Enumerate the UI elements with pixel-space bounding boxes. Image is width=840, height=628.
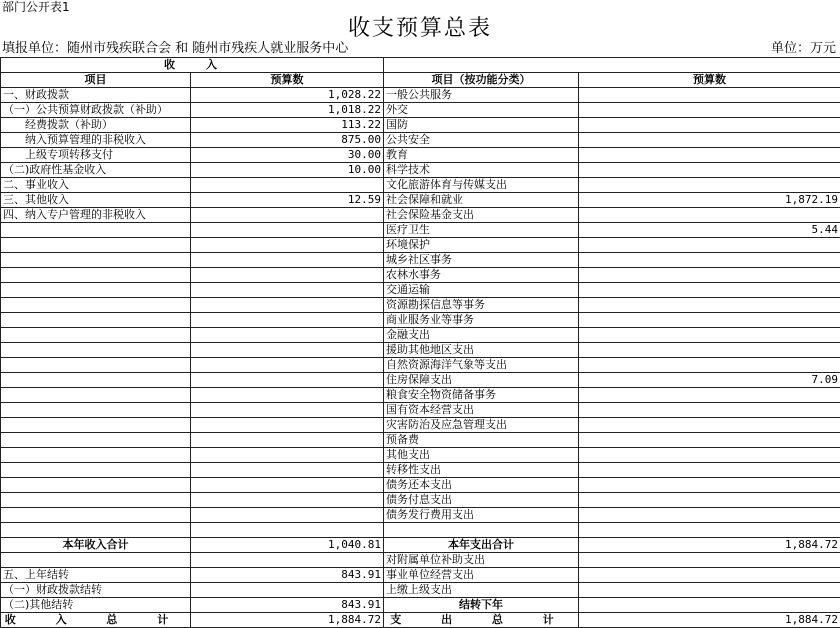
- income-value: [191, 388, 384, 403]
- expense-value: [579, 478, 840, 493]
- income-value: [191, 223, 384, 238]
- expense-value: [579, 208, 840, 223]
- income-item: 经费拨款（补助）: [1, 118, 191, 133]
- expense-value: [579, 238, 840, 253]
- income-value: [191, 478, 384, 493]
- expense-item: 国有资本经营支出: [384, 403, 579, 418]
- table-row: [1, 253, 840, 268]
- business-label: 事业单位经营支出: [384, 568, 579, 583]
- budget-table: [0, 57, 840, 628]
- expense-value: 5.44: [579, 223, 840, 238]
- income-item: [1, 358, 191, 373]
- col-budget2: 预算数: [579, 73, 840, 88]
- grand-expense-value: 1,884.72: [579, 613, 840, 628]
- income-value: [191, 508, 384, 523]
- income-item: [1, 313, 191, 328]
- income-item: 上级专项转移支付: [1, 148, 191, 163]
- table-row: [1, 553, 840, 568]
- income-item: [1, 478, 191, 493]
- carry-value: 843.91: [191, 568, 384, 583]
- carry-fiscal-label: （一）财政拨款结转: [1, 583, 191, 598]
- expense-value: 7.09: [579, 373, 840, 388]
- income-value: 30.00: [191, 148, 384, 163]
- income-item: [1, 268, 191, 283]
- table-row: [1, 358, 840, 373]
- income-value: [191, 208, 384, 223]
- table-row: [1, 118, 840, 133]
- currency-unit: 单位：万元: [771, 40, 836, 57]
- expense-value: [579, 283, 840, 298]
- expense-value: [579, 448, 840, 463]
- expense-value: [579, 508, 840, 523]
- expense-value: [579, 178, 840, 193]
- expense-item: 交通运输: [384, 283, 579, 298]
- expense-value: [579, 433, 840, 448]
- expense-item: [384, 523, 579, 538]
- income-value: [191, 268, 384, 283]
- income-value: [191, 433, 384, 448]
- table-row: [1, 298, 840, 313]
- total-expense-label: 本年支出合计: [384, 538, 579, 553]
- income-item: [1, 343, 191, 358]
- carry-next-label: 结转下年: [384, 598, 579, 613]
- income-item: [1, 373, 191, 388]
- table-row: [1, 388, 840, 403]
- income-item: [1, 403, 191, 418]
- expense-item: 社会保险基金支出: [384, 208, 579, 223]
- income-value: 12.59: [191, 193, 384, 208]
- expense-item: 商业服务业等事务: [384, 313, 579, 328]
- expense-item: 城乡社区事务: [384, 253, 579, 268]
- income-value: [191, 418, 384, 433]
- income-value: [191, 358, 384, 373]
- expense-value: [579, 253, 840, 268]
- expense-value: [579, 313, 840, 328]
- expense-item: 援助其他地区支出: [384, 343, 579, 358]
- expense-value: [579, 118, 840, 133]
- expense-value: [579, 133, 840, 148]
- page-title: 收支预算总表: [0, 14, 840, 44]
- table-row: [1, 508, 840, 523]
- income-item: [1, 433, 191, 448]
- income-value: 113.22: [191, 118, 384, 133]
- table-row: [1, 283, 840, 298]
- income-value: 875.00: [191, 133, 384, 148]
- table-row: [1, 418, 840, 433]
- income-header: 收 入: [1, 58, 384, 73]
- table-row: [1, 523, 840, 538]
- expense-item: 教育: [384, 148, 579, 163]
- income-value: [191, 448, 384, 463]
- income-value: [191, 463, 384, 478]
- table-row: [1, 133, 840, 148]
- expense-value: [579, 418, 840, 433]
- table-row: [1, 583, 840, 598]
- income-item: [1, 448, 191, 463]
- expense-header: [384, 58, 840, 73]
- table-row: [1, 343, 840, 358]
- income-item: 一、财政拨款: [1, 88, 191, 103]
- expense-value: [579, 328, 840, 343]
- expense-item: 转移性支出: [384, 463, 579, 478]
- income-item: [1, 283, 191, 298]
- income-item: [1, 508, 191, 523]
- expense-item: 外交: [384, 103, 579, 118]
- table-row: [1, 568, 840, 583]
- expense-value: [579, 523, 840, 538]
- grand-expense-label: 支 出 总 计: [384, 613, 579, 628]
- expense-item: 住房保障支出: [384, 373, 579, 388]
- expense-item: 国防: [384, 118, 579, 133]
- expense-value: [579, 88, 840, 103]
- income-item: [1, 493, 191, 508]
- expense-value: 1,872.19: [579, 193, 840, 208]
- expense-item: 债务发行费用支出: [384, 508, 579, 523]
- expense-value: [579, 403, 840, 418]
- expense-item: 公共安全: [384, 133, 579, 148]
- income-item: 三、其他收入: [1, 193, 191, 208]
- expense-item: 预备费: [384, 433, 579, 448]
- expense-value: [579, 358, 840, 373]
- expense-item: 科学技术: [384, 163, 579, 178]
- income-item: （一）公共预算财政拨款（补助）: [1, 103, 191, 118]
- table-row: [1, 463, 840, 478]
- expense-value: [579, 343, 840, 358]
- income-item: [1, 463, 191, 478]
- table-row: [1, 328, 840, 343]
- expense-item: 自然资源海洋气象等支出: [384, 358, 579, 373]
- expense-item: 资源勘探信息等事务: [384, 298, 579, 313]
- income-item: [1, 238, 191, 253]
- carry-other-label: （二)其他结转: [1, 598, 191, 613]
- expense-item: 环境保护: [384, 238, 579, 253]
- income-item: 四、纳入专户管理的非税收入: [1, 208, 191, 223]
- expense-value: [579, 103, 840, 118]
- expense-item: 灾害防治及应急管理支出: [384, 418, 579, 433]
- upper-label: 上缴上级支出: [384, 583, 579, 598]
- income-item: 纳入预算管理的非税收入: [1, 133, 191, 148]
- total-row: [1, 538, 840, 553]
- expense-item: 债务付息支出: [384, 493, 579, 508]
- expense-value: [579, 268, 840, 283]
- grand-income-value: 1,884.72: [191, 613, 384, 628]
- income-value: 10.00: [191, 163, 384, 178]
- expense-value: [579, 163, 840, 178]
- col-item: 项目: [1, 73, 191, 88]
- table-row: [1, 238, 840, 253]
- table-row: [1, 433, 840, 448]
- income-value: [191, 328, 384, 343]
- table-row: [1, 268, 840, 283]
- col-item-func: 项目（按功能分类）: [384, 73, 579, 88]
- table-row: [1, 208, 840, 223]
- income-value: [191, 298, 384, 313]
- income-value: 1,028.22: [191, 88, 384, 103]
- carry-other-value: 843.91: [191, 598, 384, 613]
- expense-item: 债务还本支出: [384, 478, 579, 493]
- income-value: [191, 313, 384, 328]
- table-row: [1, 373, 840, 388]
- expense-value: [579, 298, 840, 313]
- income-value: [191, 373, 384, 388]
- income-item: [1, 328, 191, 343]
- column-header-row: [1, 73, 840, 88]
- grand-income-label: 收 入 总 计: [1, 613, 191, 628]
- income-value: [191, 253, 384, 268]
- income-value: [191, 403, 384, 418]
- income-item: [1, 223, 191, 238]
- income-value: [191, 178, 384, 193]
- table-row: [1, 448, 840, 463]
- filler-unit: 填报单位：随州市残疾联合会 和 随州市残疾人就业服务中心: [2, 40, 348, 57]
- table-row: [1, 193, 840, 208]
- income-item: （二)政府性基金收入: [1, 163, 191, 178]
- income-item: [1, 418, 191, 433]
- table-row: [1, 598, 840, 613]
- section-header-row: [1, 58, 840, 73]
- expense-value: [579, 493, 840, 508]
- expense-item: 农林水事务: [384, 268, 579, 283]
- table-row: [1, 403, 840, 418]
- income-value: 1,018.22: [191, 103, 384, 118]
- expense-item: 其他支出: [384, 448, 579, 463]
- expense-value: [579, 388, 840, 403]
- col-budget: 预算数: [191, 73, 384, 88]
- table-row: [1, 478, 840, 493]
- expense-item: 金融支出: [384, 328, 579, 343]
- income-item: 二、事业收入: [1, 178, 191, 193]
- income-value: [191, 343, 384, 358]
- table-row: [1, 103, 840, 118]
- table-row: [1, 163, 840, 178]
- expense-value: [579, 463, 840, 478]
- total-income-label: 本年收入合计: [1, 538, 191, 553]
- table-row: [1, 178, 840, 193]
- income-item: [1, 388, 191, 403]
- table-row: [1, 88, 840, 103]
- income-item: [1, 523, 191, 538]
- carry-label: 五、上年结转: [1, 568, 191, 583]
- expense-item: 文化旅游体育与传媒支出: [384, 178, 579, 193]
- grand-total-row: [1, 613, 840, 628]
- total-expense-value: 1,884.72: [579, 538, 840, 553]
- table-row: [1, 148, 840, 163]
- expense-item: 粮食安全物资储备事务: [384, 388, 579, 403]
- subsidy-label: 对附属单位补助支出: [384, 553, 579, 568]
- total-income-value: 1,040.81: [191, 538, 384, 553]
- expense-item: 一般公共服务: [384, 88, 579, 103]
- income-item: [1, 298, 191, 313]
- table-row: [1, 223, 840, 238]
- table-row: [1, 313, 840, 328]
- doc-label: 部门公开表1: [2, 0, 70, 14]
- income-value: [191, 238, 384, 253]
- income-value: [191, 493, 384, 508]
- table-row: [1, 493, 840, 508]
- income-value: [191, 523, 384, 538]
- income-item: [1, 253, 191, 268]
- expense-item: 社会保障和就业: [384, 193, 579, 208]
- expense-value: [579, 148, 840, 163]
- income-value: [191, 283, 384, 298]
- expense-item: 医疗卫生: [384, 223, 579, 238]
